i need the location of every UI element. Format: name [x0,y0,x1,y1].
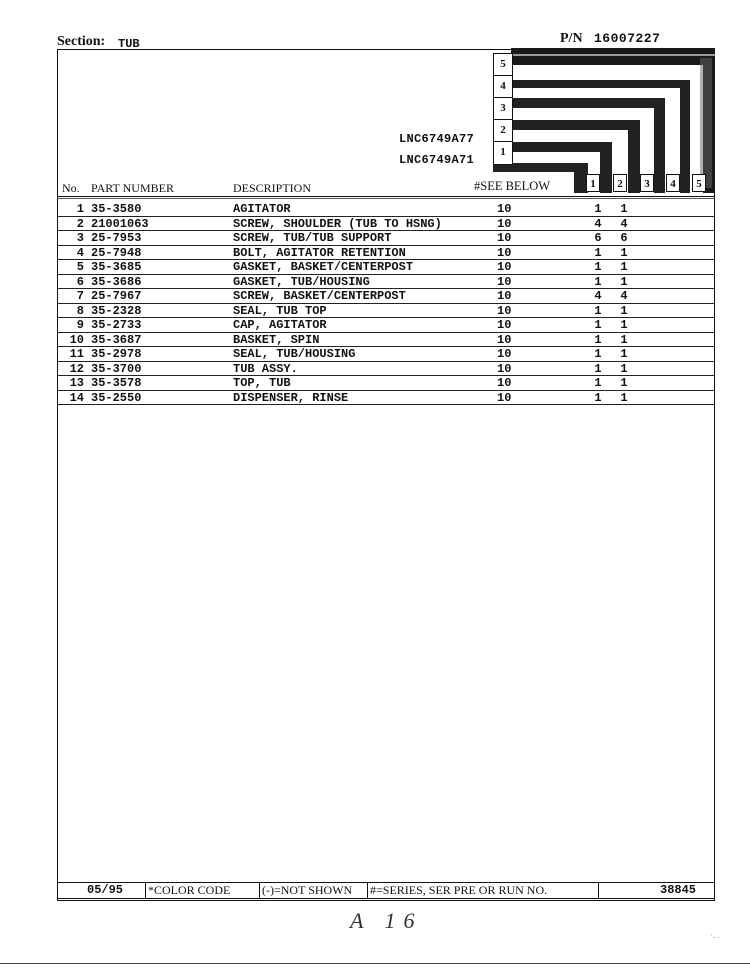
quantity-series-1: 1 [594,303,602,318]
see-below-code: 10 [497,303,512,318]
row-number: 5 [76,260,84,274]
quantity-series-1: 4 [594,289,602,303]
row-rule [57,404,715,405]
footer-date: 05/95 [87,883,124,897]
quantity-series-2: 1 [620,274,628,289]
section-value: TUB [118,37,140,51]
footer-color-code: *COLOR CODE [148,883,231,897]
part-number: 21001063 [91,216,149,231]
part-number: 35-3580 [91,202,142,216]
quantity-series-1: 1 [594,202,602,216]
row-number: 8 [76,303,84,318]
part-number: 35-2550 [91,390,142,405]
part-description: DISPENSER, RINSE [233,390,349,405]
see-below-code: 10 [497,216,512,231]
series-index: 1 [500,146,506,158]
see-below-code: 10 [497,332,512,347]
row-number: 7 [76,289,84,303]
row-number: 12 [69,361,84,376]
part-number: 35-3700 [91,361,142,376]
see-below-code: 10 [497,289,512,303]
see-below-code: 10 [497,260,512,274]
table-row [57,304,715,319]
table-row [57,318,715,333]
part-number: 35-2733 [91,318,142,332]
see-below-code: 10 [497,245,512,260]
row-number: 9 [76,318,84,332]
part-description: AGITATOR [233,202,291,216]
row-number: 1 [76,202,84,216]
series-column-header: 1 [586,174,600,192]
quantity-series-2: 1 [620,332,628,347]
header-divider [57,196,715,197]
footer-divider [259,883,260,898]
table-row [57,289,715,304]
table-row [57,362,715,377]
model-number: LNC6749A77 [399,132,475,146]
table-row [57,333,715,348]
series-index: 3 [494,98,512,120]
see-below-code: 10 [497,361,512,376]
quantity-series-2: 1 [620,303,628,318]
see-below-code: 10 [497,231,512,245]
row-number: 3 [76,231,84,245]
part-description: GASKET, BASKET/CENTERPOST [233,260,414,274]
quantity-series-2: 1 [620,376,628,390]
page-bottom-rule [0,963,750,964]
part-number: 35-3685 [91,260,142,274]
table-row [57,376,715,391]
part-description: SCREW, TUB/TUB SUPPORT [233,231,392,245]
quantity-series-2: 6 [620,231,628,245]
part-number: 35-3686 [91,274,142,289]
quantity-series-1: 1 [594,245,602,260]
part-description: SEAL, TUB/HOUSING [233,347,356,361]
part-description: CAP, AGITATOR [233,318,327,332]
quantity-series-1: 1 [594,260,602,274]
row-number: 2 [76,216,84,231]
part-description: BASKET, SPIN [233,332,320,347]
see-below-code: 10 [497,347,512,361]
quantity-series-1: 1 [594,318,602,332]
section-label: Section: [57,34,106,49]
row-number: 14 [69,390,84,405]
part-number: 35-2978 [91,347,142,361]
table-row [57,246,715,261]
part-description: TOP, TUB [233,376,291,390]
footer-series-note: #=SERIES, SER PRE OR RUN NO. [370,883,548,897]
row-number: 11 [69,347,84,361]
quantity-series-2: 4 [620,289,628,303]
part-description: TUB ASSY. [233,361,298,376]
table-row [57,217,715,232]
quantity-series-2: 1 [620,390,628,405]
series-column-header: 4 [666,174,680,192]
series-index: 2 [494,120,512,142]
part-description: SEAL, TUB TOP [233,303,327,318]
table-row [57,202,715,217]
part-description: GASKET, TUB/HOUSING [233,274,370,289]
footer-not-shown: (-)=NOT SHOWN [262,883,353,897]
quantity-series-1: 6 [594,231,602,245]
quantity-series-2: 1 [620,318,628,332]
footer-divider [598,883,599,898]
table-row [57,391,715,406]
see-below-code: 10 [497,202,512,216]
footer-document-number: 38845 [660,883,697,897]
quantity-series-2: 4 [620,216,628,231]
series-index-column [493,53,513,165]
quantity-series-1: 1 [594,376,602,390]
see-below-code: 10 [497,376,512,390]
quantity-series-2: 1 [620,202,628,216]
part-number: 25-7953 [91,231,142,245]
model-number: LNC6749A71 [399,153,475,167]
part-number-value: 16007227 [594,31,661,46]
part-number: 35-3687 [91,332,142,347]
footer-divider [145,883,146,898]
part-description: SCREW, SHOULDER (TUB TO HSNG) [233,216,442,231]
series-column-header: 2 [613,174,627,192]
column-header-description: DESCRIPTION [233,181,312,195]
series-index: 5 [494,54,512,76]
see-below-code: 10 [497,318,512,332]
quantity-series-1: 1 [594,332,602,347]
quantity-series-2: 1 [620,347,628,361]
handwritten-page-mark: A 16 [350,908,423,933]
quantity-series-1: 4 [594,216,602,231]
table-row [57,275,715,290]
part-number: 25-7967 [91,289,142,303]
row-number: 13 [69,376,84,390]
row-number: 4 [76,245,84,260]
table-row [57,260,715,275]
quantity-series-1: 1 [594,274,602,289]
see-below-code: 10 [497,390,512,405]
row-number: 6 [76,274,84,289]
quantity-series-2: 1 [620,361,628,376]
quantity-series-1: 1 [594,390,602,405]
quantity-series-1: 1 [594,361,602,376]
footer-divider [367,883,368,898]
part-number: 35-2328 [91,303,142,318]
column-header-see-below: #SEE BELOW [474,179,551,193]
part-number-label: P/N [560,31,583,46]
part-number: 35-3578 [91,376,142,390]
series-index: 4 [494,76,512,98]
quantity-series-2: 1 [620,260,628,274]
series-column-header: 3 [640,174,654,192]
table-row [57,347,715,362]
table-row [57,231,715,246]
see-below-code: 10 [497,274,512,289]
quantity-series-2: 1 [620,245,628,260]
header-divider [57,198,715,199]
row-number: 10 [69,332,84,347]
part-number: 25-7948 [91,245,142,260]
quantity-series-1: 1 [594,347,602,361]
column-header-part-number: PART NUMBER [91,181,174,195]
part-description: BOLT, AGITATOR RETENTION [233,245,406,260]
footer-bar [57,882,715,899]
scan-speck: ·. . [710,930,720,940]
column-header-no: No. [62,181,80,195]
part-description: SCREW, BASKET/CENTERPOST [233,289,406,303]
series-column-header: 5 [692,174,706,192]
